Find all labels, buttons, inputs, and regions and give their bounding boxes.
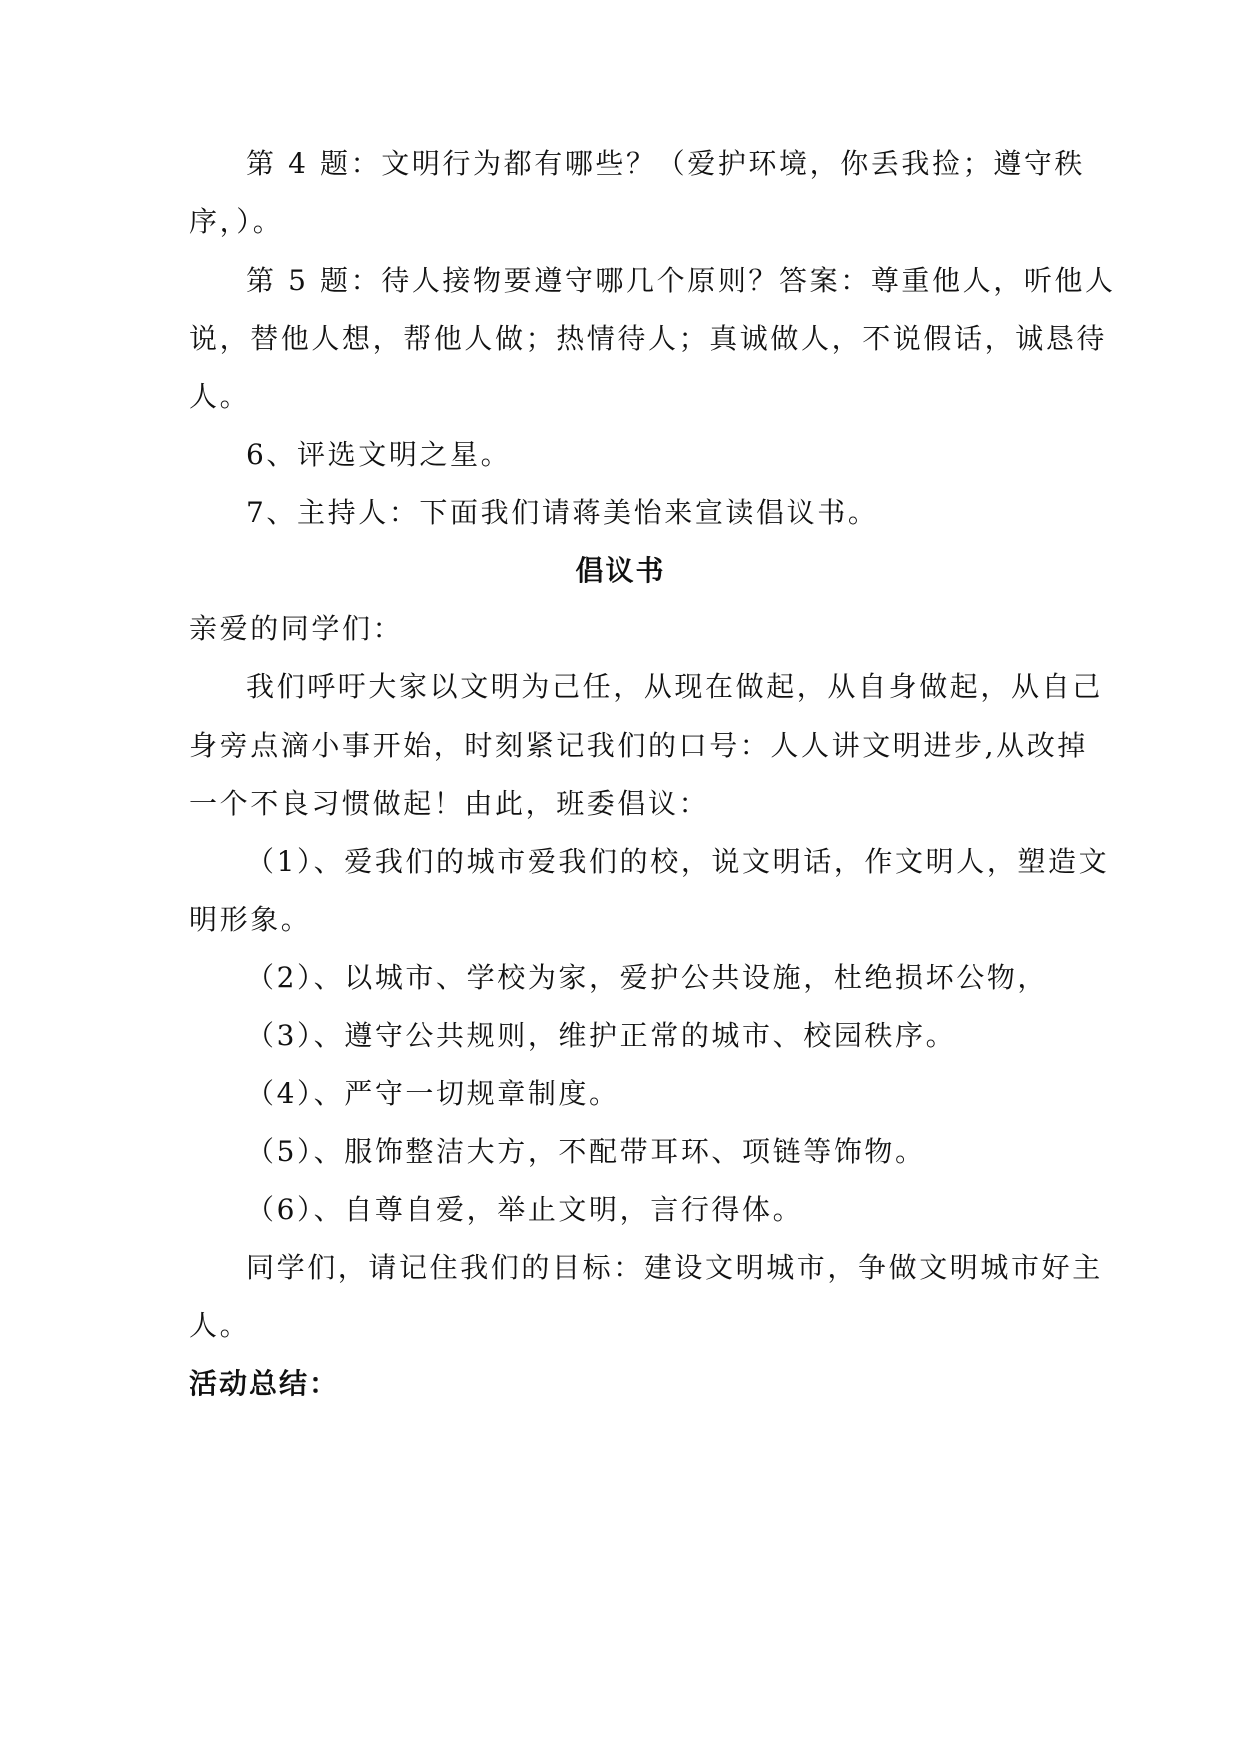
proposal-salutation: 亲爱的同学们：	[189, 612, 404, 645]
proposal-point-2: （2）、以城市、学校为家，爱护公共设施，杜绝损坏公物，	[246, 961, 1049, 994]
question-4-line-1: 第 4 题：文明行为都有哪些？（爱护环境，你丢我捡；遵守秩	[246, 147, 1086, 180]
proposal-closing-line-2: 人。	[189, 1309, 251, 1342]
proposal-point-3: （3）、遵守公共规则，维护正常的城市、校园秩序。	[246, 1019, 957, 1052]
item-6: 6、评选文明之星。	[246, 438, 512, 471]
proposal-intro-line-3: 一个不良习惯做起！由此，班委倡议：	[189, 787, 710, 820]
item-7: 7、主持人：下面我们请蒋美怡来宣读倡议书。	[246, 496, 879, 529]
proposal-title: 倡议书	[575, 554, 666, 587]
proposal-point-5: （5）、服饰整洁大方，不配带耳环、项链等饰物。	[246, 1135, 926, 1168]
proposal-point-1-line-2: 明形象。	[189, 903, 312, 936]
question-5-line-2: 说，替他人想，帮他人做；热情待人；真诚做人，不说假话，诚恳待	[189, 322, 1108, 355]
summary-heading: 活动总结：	[189, 1367, 340, 1400]
proposal-closing-line-1: 同学们，请记住我们的目标：建设文明城市，争做文明城市好主	[246, 1251, 1103, 1284]
proposal-point-1-line-1: （1）、爱我们的城市爱我们的校，说文明话，作文明人，塑造文	[246, 845, 1110, 878]
proposal-intro-line-2: 身旁点滴小事开始，时刻紧记我们的口号：人人讲文明进步,从改掉	[189, 729, 1088, 762]
proposal-intro-line-1: 我们呼吁大家以文明为己任，从现在做起，从自身做起，从自己	[246, 670, 1103, 703]
question-5-line-1: 第 5 题：待人接物要遵守哪几个原则？答案：尊重他人，听他人	[246, 264, 1116, 297]
question-4-line-2: 序，）。	[189, 205, 284, 238]
proposal-point-6: （6）、自尊自爱，举止文明，言行得体。	[246, 1193, 804, 1226]
proposal-point-4: （4）、严守一切规章制度。	[246, 1077, 620, 1110]
question-5-line-3: 人。	[189, 380, 251, 413]
